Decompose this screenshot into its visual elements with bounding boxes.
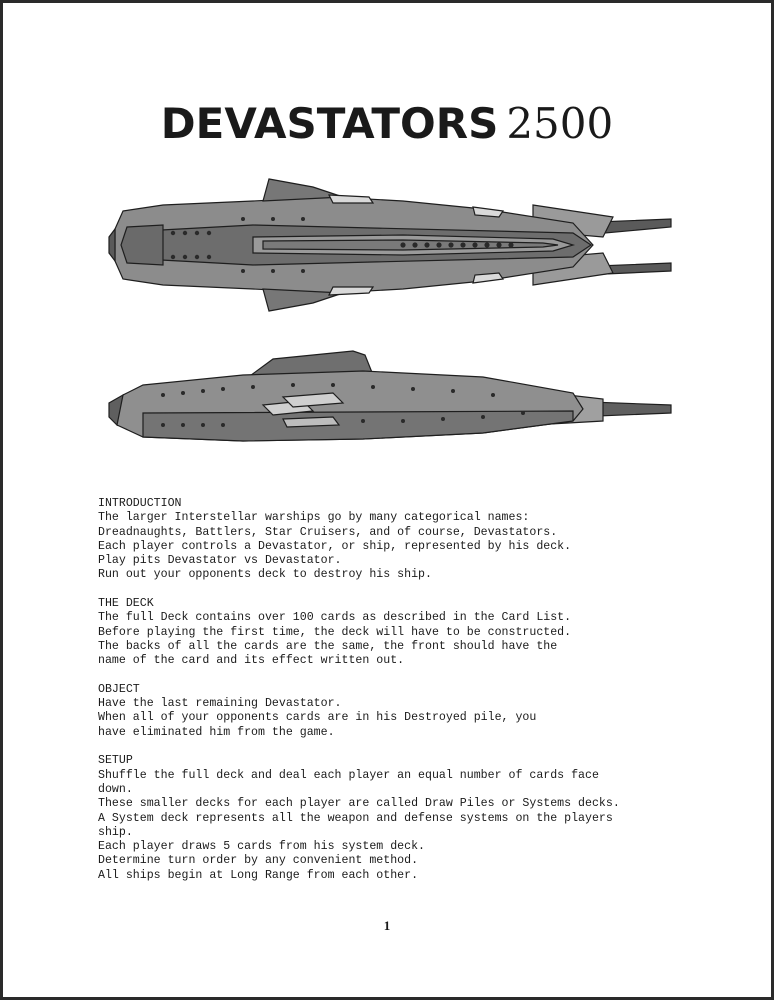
section-object (98, 683, 698, 740)
text-line: name of the card and its effect written out. (98, 654, 405, 668)
section-heading: THE DECK (98, 597, 154, 611)
text-line: down. (98, 782, 133, 796)
text-line: Each player controls a Devastator, or ship, represented by his deck. (98, 539, 572, 553)
section-heading: SETUP (98, 754, 133, 768)
text-line: When all of your opponents cards are in his Destroyed pile, you (98, 711, 537, 725)
text-line: ship. (98, 825, 133, 839)
devastator-side-view-illustration (103, 341, 679, 453)
page-number: 1 (383, 918, 391, 933)
text-line: have eliminated him from the game. (98, 725, 335, 739)
title-main: DEVASTATORS (160, 99, 499, 148)
text-line: A System deck represents all the weapon and defense systems on the players (98, 811, 613, 825)
devastator-top-view-illustration (103, 175, 679, 315)
text-line: These smaller decks for each player are called Draw Piles or Systems decks. (98, 797, 620, 811)
text-line: Each player draws 5 cards from his system deck. (98, 840, 425, 854)
text-line: All ships begin at Long Range from each other. (98, 868, 419, 882)
text-line: The full Deck contains over 100 cards as described in the Card List. (98, 611, 572, 625)
text-line: Dreadnaughts, Battlers, Star Cruisers, and of course, Devastators. (98, 525, 558, 539)
section-the-deck (98, 597, 698, 668)
text-line: The larger Interstellar warships go by many categorical names: (98, 511, 530, 525)
text-line: Run out your opponents deck to destroy his ship. (98, 568, 432, 582)
text-line: Determine turn order by any convenient method. (98, 854, 419, 868)
rules-text (98, 497, 698, 897)
section-setup (98, 754, 698, 883)
text-line: Before playing the first time, the deck will have to be constructed. (98, 625, 572, 639)
text-line: Shuffle the full deck and deal each player an equal number of cards face (98, 768, 599, 782)
page-title (3, 99, 771, 149)
text-line: Play pits Devastator vs Devastator. (98, 554, 342, 568)
section-introduction (98, 497, 698, 583)
section-heading: INTRODUCTION (98, 497, 182, 510)
section-heading: OBJECT (98, 682, 140, 696)
text-line: The backs of all the cards are the same, the front should have the (98, 639, 558, 653)
title-number: 2500 (506, 99, 614, 148)
text-line: Have the last remaining Devastator. (98, 697, 342, 711)
